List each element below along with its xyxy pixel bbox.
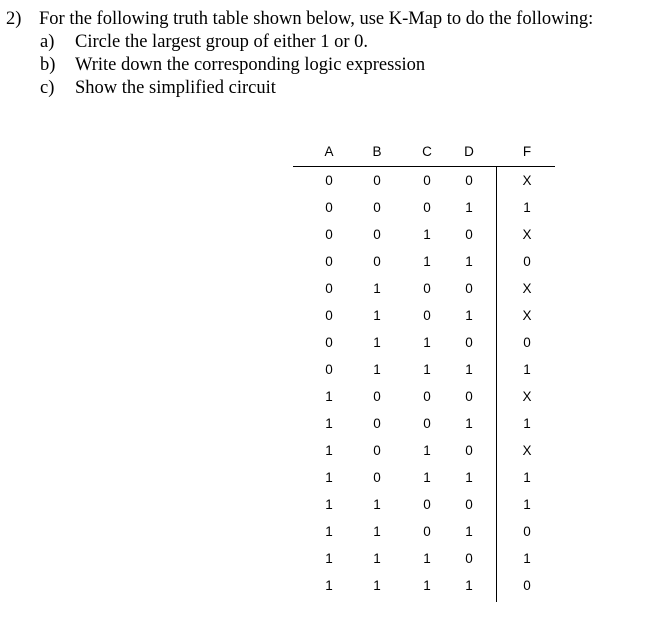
input-cell: 1 (325, 497, 333, 512)
input-cell: 0 (373, 173, 381, 188)
question-number: 2) (6, 9, 22, 29)
input-cell: 0 (373, 443, 381, 458)
input-cell: 0 (423, 389, 431, 404)
question-prompt: For the following truth table shown below, use K-Map to do the following: (39, 9, 594, 29)
output-cell: 1 (523, 551, 531, 566)
input-cell: 0 (465, 335, 473, 350)
table-row (293, 572, 555, 599)
table-row (293, 545, 555, 572)
input-cell: 0 (423, 308, 431, 323)
table-row (293, 491, 555, 518)
input-cell: 1 (325, 443, 333, 458)
input-cell: 1 (465, 416, 473, 431)
output-cell: 1 (523, 416, 531, 431)
question-block (6, 8, 656, 100)
input-cell: 1 (373, 497, 381, 512)
table-row (293, 248, 555, 275)
table-row (293, 167, 555, 194)
table-row (293, 356, 555, 383)
input-cell: 1 (423, 443, 431, 458)
table-row (293, 275, 555, 302)
output-cell: 1 (523, 362, 531, 377)
input-cell: 0 (465, 281, 473, 296)
table-row (293, 518, 555, 545)
input-cell: 1 (325, 524, 333, 539)
subitem-text: Circle the largest group of either 1 or 0. (75, 32, 369, 52)
input-cell: 1 (373, 308, 381, 323)
input-cell: 1 (465, 254, 473, 269)
table-row (293, 383, 555, 410)
input-cell: 0 (465, 551, 473, 566)
input-cell: 1 (325, 470, 333, 485)
input-cell: 1 (373, 335, 381, 350)
input-cell: 0 (373, 416, 381, 431)
input-cell: 0 (325, 335, 333, 350)
input-cell: 0 (423, 497, 431, 512)
output-cell: X (522, 281, 532, 296)
header-c: C (422, 144, 432, 159)
input-cell: 1 (423, 578, 431, 593)
output-cell: 1 (523, 200, 531, 215)
header-a: A (324, 144, 334, 159)
input-cell: 0 (373, 389, 381, 404)
subitem-text: Write down the corresponding logic expression (75, 55, 426, 75)
input-cell: 0 (325, 200, 333, 215)
subitem-b (6, 54, 656, 77)
input-cell: 1 (423, 551, 431, 566)
output-cell: X (522, 308, 532, 323)
input-cell: 0 (423, 416, 431, 431)
input-cell: 1 (373, 578, 381, 593)
output-cell: 0 (523, 254, 531, 269)
output-cell: 1 (523, 470, 531, 485)
input-cell: 0 (465, 497, 473, 512)
input-cell: 0 (325, 308, 333, 323)
header-f: F (522, 144, 532, 159)
input-cell: 0 (325, 173, 333, 188)
table-row (293, 302, 555, 329)
subitem-label: a) (40, 32, 55, 52)
input-cell: 1 (325, 389, 333, 404)
output-cell: X (522, 443, 532, 458)
input-cell: 1 (373, 551, 381, 566)
output-cell: 1 (523, 497, 531, 512)
output-cell: X (522, 389, 532, 404)
input-cell: 0 (325, 227, 333, 242)
input-cell: 0 (325, 281, 333, 296)
input-cell: 1 (325, 416, 333, 431)
input-cell: 1 (465, 308, 473, 323)
input-cell: 1 (465, 524, 473, 539)
input-cell: 0 (423, 200, 431, 215)
input-cell: 0 (465, 443, 473, 458)
output-cell: X (522, 227, 532, 242)
input-cell: 1 (373, 524, 381, 539)
output-cell: X (522, 173, 532, 188)
input-cell: 1 (373, 281, 381, 296)
table-row (293, 194, 555, 221)
output-cell: 0 (523, 335, 531, 350)
table-row (293, 437, 555, 464)
table-row (293, 221, 555, 248)
input-cell: 1 (423, 335, 431, 350)
subitem-label: b) (40, 55, 56, 75)
input-cell: 0 (325, 254, 333, 269)
truth-table (293, 138, 555, 602)
input-cell: 0 (465, 389, 473, 404)
input-cell: 0 (373, 254, 381, 269)
input-cell: 1 (373, 362, 381, 377)
input-cell: 1 (423, 362, 431, 377)
input-cell: 0 (373, 227, 381, 242)
input-cell: 0 (423, 524, 431, 539)
input-cell: 1 (465, 578, 473, 593)
header-d: D (464, 144, 474, 159)
subitem-text: Show the simplified circuit (75, 78, 276, 98)
input-cell: 0 (465, 173, 473, 188)
input-cell: 1 (423, 227, 431, 242)
header-b: B (372, 144, 382, 159)
subitem-label: c) (40, 78, 55, 98)
input-cell: 1 (465, 200, 473, 215)
output-cell: 0 (523, 578, 531, 593)
input-cell: 1 (465, 362, 473, 377)
input-cell: 0 (465, 227, 473, 242)
input-cell: 0 (423, 281, 431, 296)
input-cell: 0 (325, 362, 333, 377)
input-cell: 0 (373, 200, 381, 215)
subitem-c (6, 77, 656, 100)
input-cell: 1 (325, 551, 333, 566)
input-cell: 1 (423, 254, 431, 269)
subitem-a (6, 31, 656, 54)
input-cell: 0 (423, 173, 431, 188)
input-cell: 0 (373, 470, 381, 485)
input-cell: 1 (423, 470, 431, 485)
table-row (293, 464, 555, 491)
question-line (6, 8, 656, 31)
table-row (293, 329, 555, 356)
output-cell: 0 (523, 524, 531, 539)
input-cell: 1 (325, 578, 333, 593)
table-row (293, 410, 555, 437)
input-cell: 1 (465, 470, 473, 485)
